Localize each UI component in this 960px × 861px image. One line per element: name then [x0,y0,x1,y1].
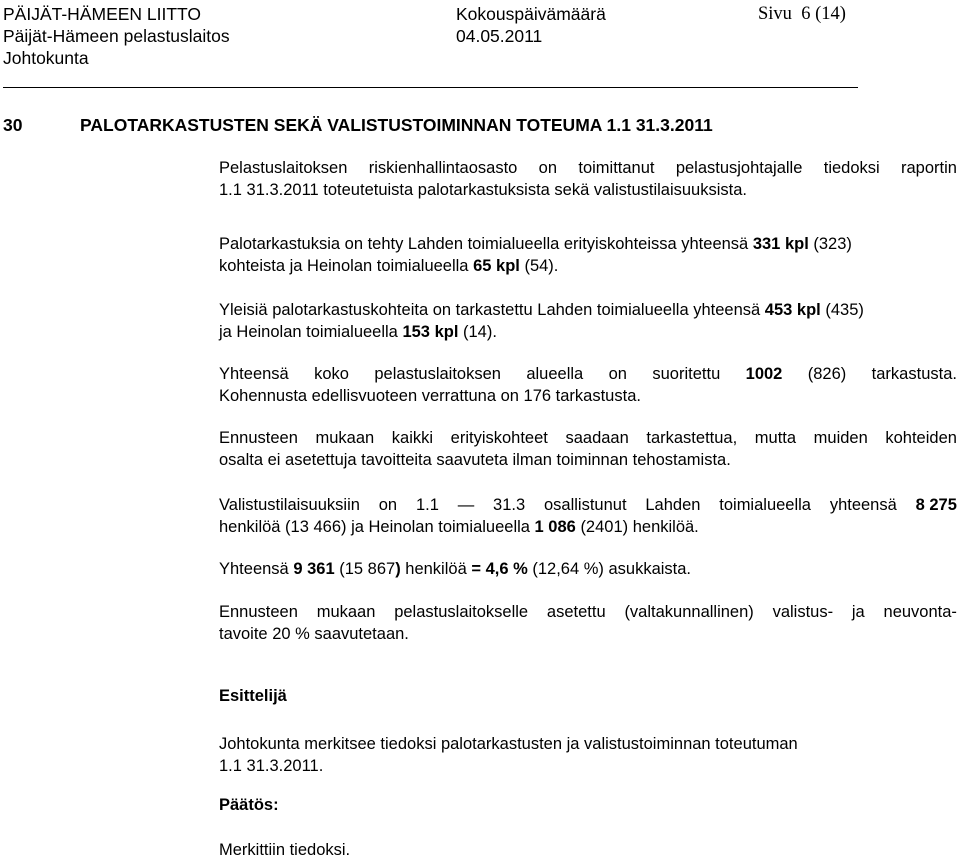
word: kaikki [391,429,434,447]
word: tiedoksi [823,159,880,177]
word: riskienhallintaosasto [368,159,518,177]
text: Palotarkastuksia on tehty Lahden toimialueella erityiskohteissa yhteensä [219,235,749,253]
word: Ennusteen [219,603,298,621]
word: saadaan [565,429,629,447]
word: raportin [901,159,957,177]
paragraph-line [219,321,957,343]
word: toimialueella [719,496,811,514]
text: (323) [813,235,852,253]
paragraph-line [219,299,957,321]
paragraph-line: Johtokunta merkitsee tiedoksi palotarkastusten ja valistustoiminnan toteutuman [219,735,798,753]
text: (2401) henkilöä. [580,518,699,536]
word: mukaan [315,429,375,447]
count-bold: 453 kpl [764,301,821,319]
paragraph-line: Merkittiin tiedoksi. [219,841,351,859]
presenter-proposal [219,733,957,777]
header-rule [3,87,858,88]
header-org: PÄIJÄT-HÄMEEN LIITTO [3,4,202,24]
word: asetettu [546,603,606,621]
text: ja Heinolan toimialueella [219,323,398,341]
paragraph-target [219,601,957,645]
presenter-heading: Esittelijä [219,687,287,705]
text: Yhteensä [219,560,289,578]
paragraph-line [219,157,957,179]
header-body: Johtokunta [3,48,89,68]
paragraph-total-inspections [219,363,957,407]
word: pelastusjohtajalle [675,159,803,177]
count-bold: 65 kpl [473,257,520,275]
word: on [608,365,627,383]
text: (54). [524,257,559,275]
header-date-label: Kokouspäivämäärä [456,4,606,24]
text: Yleisiä palotarkastuskohteita on tarkastettu Lahden toimialueella yhteensä [219,301,761,319]
word: erityiskohteet [450,429,548,447]
word: kohteiden [885,429,957,447]
text: (12,64 %) asukkaista. [532,560,692,578]
section-number: 30 [3,115,23,135]
word: alueella [526,365,584,383]
page-number: 6 [801,4,811,24]
word: suoritettu [652,365,721,383]
decision-text [219,839,957,861]
paragraph-report [219,157,957,201]
paragraph-line [219,255,957,277]
word: pelastuslaitoksen [374,365,501,383]
count-bold: 1 086 [534,518,576,536]
paragraph-line: 1.1 31.3.2011 toteutetuista palotarkastuksista sekä valistustilaisuuksista. [219,181,747,199]
text: henkilöä [405,560,467,578]
word: Valistustilaisuuksiin [219,496,360,514]
page-total: (14) [815,4,846,24]
word: (826) [807,365,847,383]
count-bold: 8 275 [915,496,957,514]
paragraph-line [219,601,957,623]
word: tarkastettua, [646,429,738,447]
paragraph-line [219,558,957,580]
header-date: 04.05.2011 [456,26,543,46]
word: on [538,159,558,177]
word: mutta [754,429,797,447]
paragraph-forecast [219,427,957,471]
text: (435) [825,301,864,319]
count-bold: 1002 [745,365,783,383]
percent-bold: = 4,6 % [471,560,528,578]
word: Yhteensä [219,365,289,383]
word: 31.3 [493,496,526,514]
paragraph-inspections-general [219,299,957,343]
word: 1.1 [415,496,439,514]
word: muiden [813,429,868,447]
word: neuvonta- [883,603,957,621]
word: pelastuslaitokselle [394,603,529,621]
paragraph-line [219,233,957,255]
header-dept: Päijät-Hämeen pelastuslaitos [3,26,230,46]
paragraph-line: Kohennusta edellisvuoteen verrattuna on 176 tarkastusta. [219,387,641,405]
paragraph-total-participants [219,558,957,580]
word: ja [851,603,865,621]
decision-heading: Päätös: [219,796,279,814]
text: (14). [463,323,497,341]
page-label: Sivu [758,4,792,24]
count-bold: 153 kpl [402,323,459,341]
section-title: PALOTARKASTUSTEN SEKÄ VALISTUSTOIMINNAN TOTEUMA 1.1 31.3.2011 [80,115,713,135]
paragraph-education-events [219,494,957,538]
paragraph-line [219,363,957,385]
word: Ennusteen [219,429,298,447]
text: (15 867 [339,560,396,578]
word: Pelastuslaitoksen [219,159,348,177]
paragraph-line: tavoite 20 % saavutetaan. [219,625,409,643]
word: koko [314,365,349,383]
word: valistus- [772,603,834,621]
text: henkilöä (13 466) ja Heinolan toimialueella [219,518,530,536]
word: Lahden [645,496,701,514]
paragraph-line [219,494,957,516]
word: tarkastusta. [871,365,957,383]
word: toimittanut [578,159,655,177]
word: on [378,496,398,514]
header-page [758,4,846,24]
word: osallistunut [543,496,627,514]
paragraph-line: 1.1 31.3.2011. [219,757,324,775]
paren-bold: ) [395,560,401,578]
word: (valtakunnallinen) [624,603,754,621]
paragraph-line [219,516,957,538]
paragraph-line: osalta ei asetettuja tavoitteita saavuteta ilman toiminnan tehostamista. [219,451,731,469]
paragraph-inspections-special [219,233,957,277]
count-bold: 9 361 [293,560,335,578]
word: — [457,496,475,514]
word: yhteensä [829,496,897,514]
paragraph-line [219,427,957,449]
word: mukaan [316,603,376,621]
text: kohteista ja Heinolan toimialueella [219,257,469,275]
count-bold: 331 kpl [752,235,809,253]
